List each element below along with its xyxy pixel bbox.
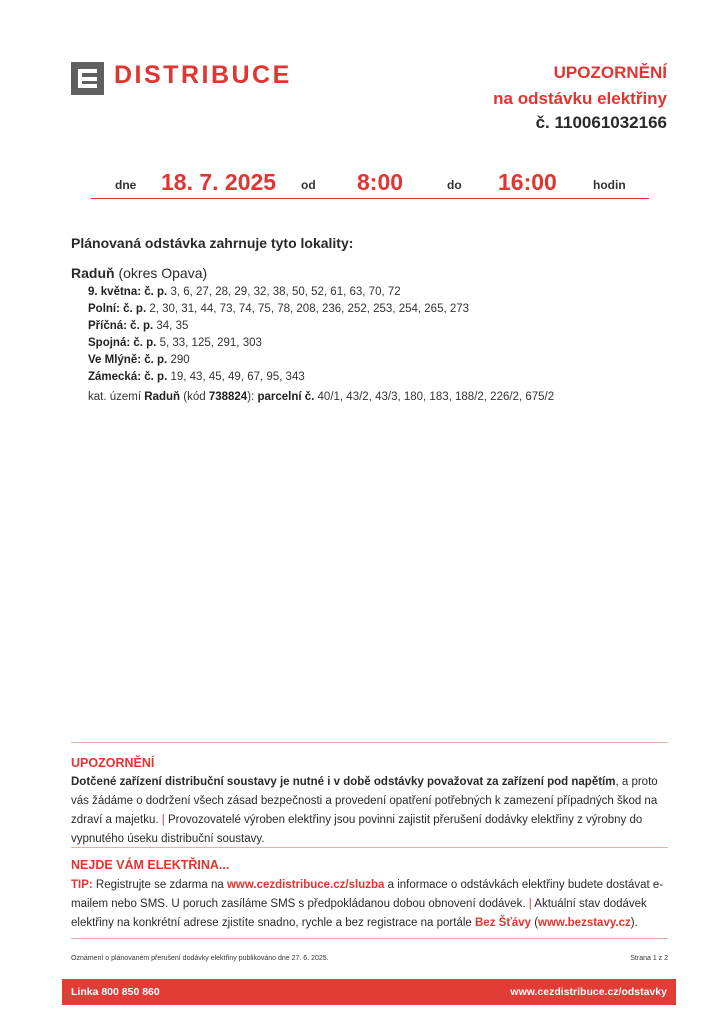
outage-date: 18. 7. 2025 [161, 169, 277, 195]
cadastral-code: 738824 [208, 391, 248, 403]
hotline: Linka 800 850 860 [71, 986, 160, 998]
published-note: Oznámení o plánovaném přerušení dodávky elektřiny publikováno dne 27. 6. 2025. [71, 955, 329, 962]
warning-title: UPOZORNĚNÍ [71, 756, 155, 770]
street-item [88, 320, 188, 332]
to-label: do [447, 178, 462, 192]
cez-logo-icon [71, 62, 104, 95]
warning-paragraph [71, 773, 671, 849]
outages-link[interactable]: www.cezdistribuce.cz/odstavky [510, 986, 667, 998]
street-name: Příčná: č. p. [88, 320, 154, 332]
warning-bold-text: Dotčené zařízení distribuční soustavy je nutné i v době odstávky považovat za zařízení pod napětím [71, 776, 616, 788]
date-label: dne [115, 178, 137, 192]
bezstavy-link[interactable]: www.bezstavy.cz [538, 917, 631, 929]
parcel-label: parcelní č. [257, 391, 315, 403]
street-item [88, 371, 305, 383]
house-numbers: 5, 33, 125, 291, 303 [159, 337, 262, 349]
warning-text-1: , a proto vás žádáme o dodržení všech zásad bezpečnosti a provedení opatření potřebných k zamezení případných škod na zdraví a majetku. [71, 776, 658, 826]
logo-text: DISTRIBUCE [114, 61, 292, 89]
portal-close: ). [630, 917, 638, 929]
parcel-numbers: 40/1, 43/2, 43/3, 180, 183, 188/2, 226/2, 675/2 [317, 391, 555, 403]
tip-text-2: a informace o odstávkách elektřiny budete dostávat e-mailem nebo SMS. U poruch zasíláme SMS s předpokládanou dobou obnovení dodávek. [71, 879, 664, 910]
notice-subtitle: na odstávku elektřiny [493, 89, 667, 108]
cadastral-code-prefix: (kód [183, 391, 206, 403]
cadastral-line [88, 391, 554, 403]
tip-label: TIP: [71, 879, 93, 891]
locations-heading: Plánovaná odstávka zahrnuje tyto lokality: [71, 235, 354, 251]
page-number: Strana 1 z 2 [630, 955, 668, 962]
divider [71, 847, 668, 848]
from-time: 8:00 [357, 169, 404, 195]
town-name: Raduň [71, 265, 115, 281]
street-item [88, 354, 190, 366]
cadastral-prefix: kat. území [88, 391, 142, 403]
portal-open: ( [531, 917, 539, 929]
notice-number: č. 110061032166 [535, 113, 667, 132]
street-item [88, 303, 469, 315]
no-power-title: NEJDE VÁM ELEKTŘINA... [71, 858, 230, 872]
hours-label: hodin [593, 178, 626, 192]
notice-title: UPOZORNĚNÍ [553, 63, 667, 82]
house-numbers: 3, 6, 27, 28, 29, 32, 38, 50, 52, 61, 63, 70, 72 [170, 286, 401, 298]
house-numbers: 290 [170, 354, 190, 366]
house-numbers: 2, 30, 31, 44, 73, 74, 75, 78, 208, 236, 252, 253, 254, 265, 273 [149, 303, 470, 315]
separator-pipe: | [528, 898, 532, 910]
tip-text-1: Registrujte se zdarma na [92, 879, 227, 891]
to-time: 16:00 [498, 169, 557, 195]
street-name: Spojná: č. p. [88, 337, 157, 349]
warning-text-2: Provozovatelé výroben elektřiny jsou povinni zajistit přerušení dodávky elektřiny z výrobny do vypnutého úseku distribuční soustavy. [71, 814, 643, 845]
street-item [88, 286, 401, 298]
district: (okres Opava) [118, 265, 208, 281]
separator-pipe: | [161, 814, 165, 826]
street-name: 9. května: č. p. [88, 286, 168, 298]
outage-date-line [91, 168, 649, 199]
street-name: Zámecká: č. p. [88, 371, 168, 383]
cadastral-code-suffix: ): [247, 391, 255, 403]
street-name: Ve Mlýně: č. p. [88, 354, 168, 366]
from-label: od [301, 178, 316, 192]
registration-link[interactable]: www.cezdistribuce.cz/sluzba [226, 879, 385, 891]
divider [71, 742, 668, 743]
street-name: Polní: č. p. [88, 303, 147, 315]
tip-text-3: Aktuální stav dodávek elektřiny na konkrétní adrese zjistíte snadno, rychle a bez registrace na portále [71, 898, 647, 929]
tip-paragraph [71, 876, 671, 933]
house-numbers: 19, 43, 45, 49, 67, 95, 343 [170, 371, 305, 383]
divider [71, 938, 668, 939]
house-numbers: 34, 35 [156, 320, 189, 332]
street-item [88, 337, 262, 349]
cadastral-name: Raduň [144, 391, 181, 403]
footer-band [62, 979, 676, 1005]
town-line [71, 265, 207, 281]
portal-name: Bez Šťávy [475, 917, 532, 929]
